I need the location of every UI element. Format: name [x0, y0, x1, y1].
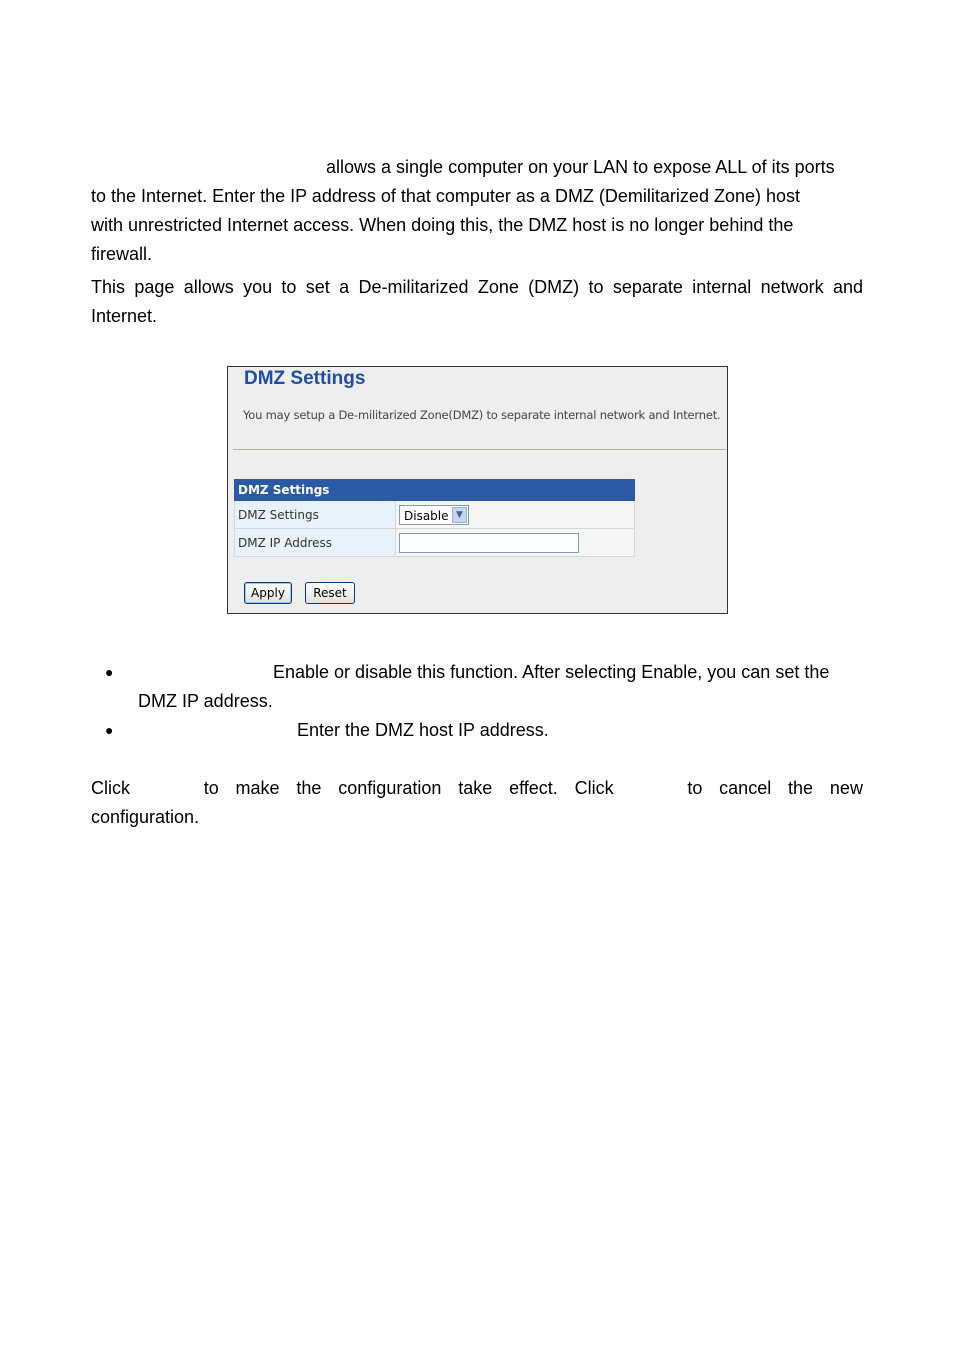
dmz-ip-address-label: DMZ IP Address — [235, 529, 396, 557]
dmz-settings-label: DMZ Settings — [235, 501, 396, 529]
chevron-down-icon[interactable]: ▼ — [452, 507, 467, 523]
word: Click — [574, 778, 614, 798]
intro-paragraph — [91, 153, 863, 269]
bullet-1-line-2: DMZ IP address. — [138, 691, 273, 711]
word: take — [458, 778, 493, 798]
intro-paragraph-2: This page allows you to set a De-militarized Zone (DMZ) to separate internal network and Internet. — [91, 277, 863, 326]
table-row — [235, 529, 635, 557]
table-header: DMZ Settings — [235, 480, 635, 501]
list-item — [91, 716, 863, 745]
word: make — [235, 778, 280, 798]
reset-gap — [630, 774, 670, 803]
word: cancel — [719, 778, 772, 798]
word: the — [296, 778, 322, 798]
apply-button[interactable]: Apply — [244, 582, 292, 604]
bullet-2-text: Enter the DMZ host IP address. — [297, 720, 549, 740]
panel-description: You may setup a De-militarized Zone(DMZ) to separate internal network and Internet. — [243, 408, 721, 422]
dmz-settings-panel — [227, 366, 728, 614]
table-row — [235, 501, 635, 529]
intro-line-4: firewall. — [91, 244, 153, 264]
word: Click — [91, 778, 130, 798]
intro-line-3: with unrestricted Internet access. When doing this, the DMZ host is no longer behind the — [91, 215, 794, 235]
word: to — [203, 778, 219, 798]
word: effect. — [509, 778, 558, 798]
list-item — [91, 658, 863, 716]
word: to — [687, 778, 703, 798]
intro-line-1: allows a single computer on your LAN to expose ALL of its ports — [326, 157, 835, 177]
dmz-ip-address-input[interactable] — [399, 533, 579, 553]
panel-title: DMZ Settings — [244, 368, 366, 389]
apply-gap — [147, 774, 187, 803]
dmz-settings-select-value: Disable — [404, 508, 449, 523]
dmz-settings-table — [234, 479, 635, 557]
dmz-settings-select[interactable] — [399, 505, 469, 525]
bullet-icon: ● — [105, 722, 114, 738]
click-instructions-line-2: configuration. — [91, 807, 200, 827]
panel-divider — [233, 449, 726, 450]
word: the — [788, 778, 814, 798]
bullet-1-line-1: Enable or disable this function. After selecting Enable, you can set the — [273, 662, 830, 682]
bullet-icon: ● — [105, 664, 114, 680]
word: configuration — [338, 778, 442, 798]
click-instructions — [91, 774, 863, 832]
click-instructions-line-1 — [91, 774, 863, 803]
word: new — [829, 778, 863, 798]
reset-button[interactable]: Reset — [305, 582, 355, 604]
intro-line-2: to the Internet. Enter the IP address of that computer as a DMZ (Demilitarized Zone) host — [91, 186, 800, 206]
